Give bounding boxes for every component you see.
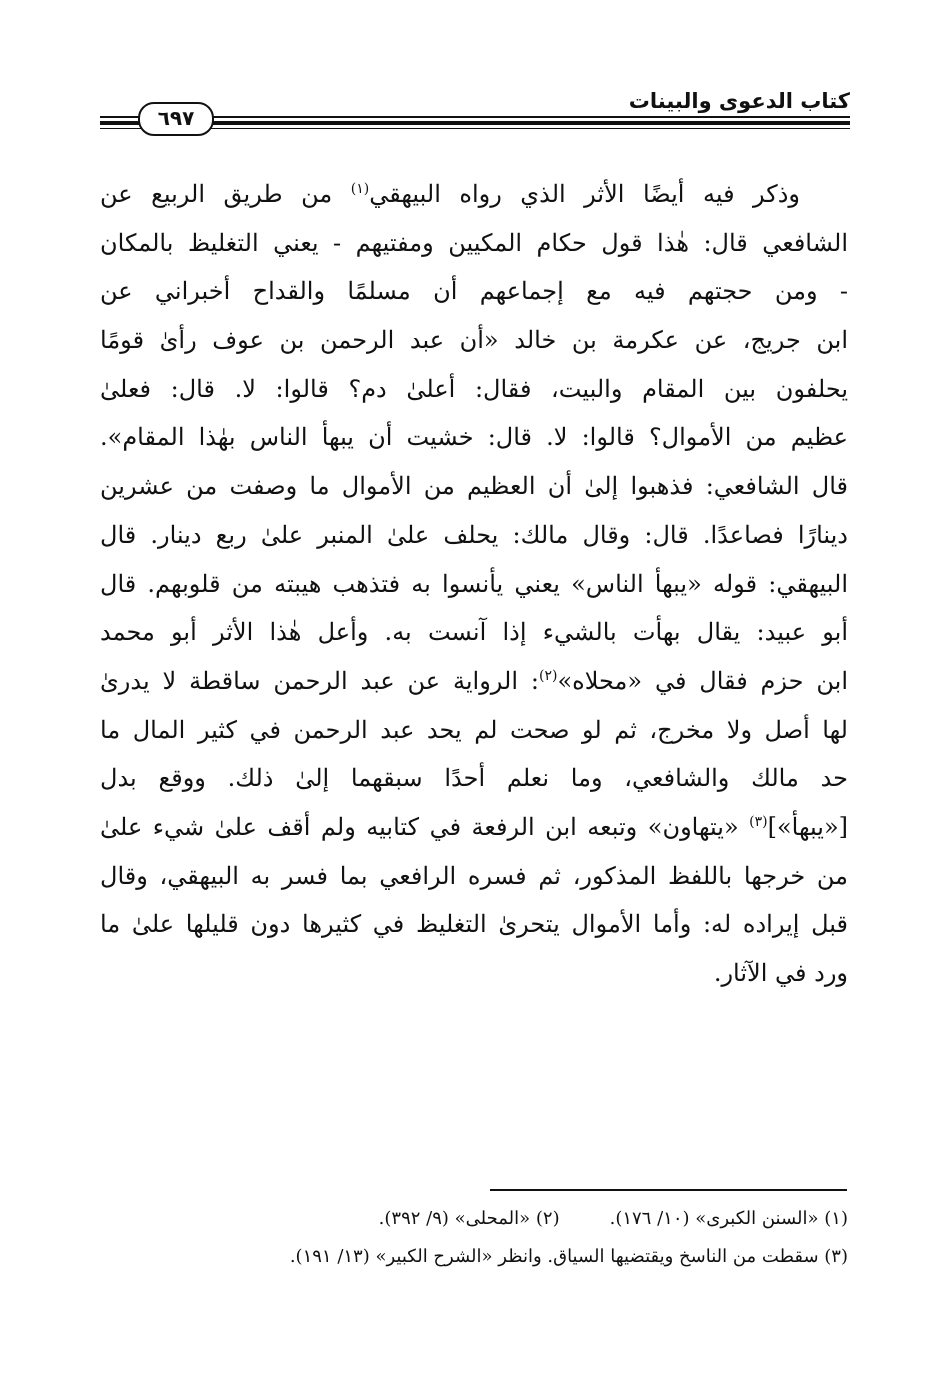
text-line-1 xyxy=(100,170,848,219)
text-line-14-end: «يتهاون» وتبعه ابن الرفعة في كتابيه ولم أقف علىٰ شيء علىٰ xyxy=(100,812,750,841)
header-rule-hairline xyxy=(100,128,850,129)
text-line-1-end: من طريق الربيع عن xyxy=(100,180,351,208)
text-line-9: البيهقي: قوله «يبهأ الناس» يعني يأنسوا به فتذهب هيبته من قلوبهم. قال xyxy=(100,569,848,598)
text-line-4: ابن جريج، عن عكرمة بن خالد «أن عبد الرحمن بن عوف رأىٰ قومًا xyxy=(100,326,848,355)
footnote-marker-3[interactable]: (٣) xyxy=(749,813,768,830)
book-title: كتاب الدعوى والبينات xyxy=(619,88,850,114)
footnote-separator xyxy=(490,1189,847,1191)
text-line-5: يحلفون بين المقام والبيت، فقال: أعلىٰ دم؟ قالوا: لا. قال: فعلىٰ xyxy=(100,374,848,403)
footnote-marker-1[interactable]: (١) xyxy=(350,181,370,197)
main-text xyxy=(100,170,848,998)
text-line-11 xyxy=(100,657,848,706)
text-line-1-start: وذكر فيه أيضًا الأثر الذي رواه البيهقي xyxy=(369,180,800,208)
footnote-1: (١) «السنن الكبرى» (١٠/ ١٧٦). xyxy=(609,1208,848,1229)
text-line-11-start: ابن حزم فقال في «محلاه» xyxy=(557,666,848,695)
text-line-8: دينارًا فصاعدًا. قال: وقال مالك: يحلف علىٰ المنبر علىٰ ربع دينار. قال xyxy=(100,520,848,549)
text-line-13: حد مالك والشافعي، وما نعلم أحدًا سبقهما إلىٰ ذلك. ووقع بدل xyxy=(100,764,848,793)
footnote-row-1 xyxy=(100,1200,848,1238)
text-line-6: عظيم من الأموال؟ قالوا: لا. قال: خشيت أن يبهأ الناس بهٰذا المقام». xyxy=(100,423,848,452)
text-line-17: ورد في الآثار. xyxy=(713,959,848,987)
page-number: ٦٩٧ xyxy=(138,102,214,136)
text-line-14-start: [«يبهأ»] xyxy=(767,812,848,841)
text-line-2: الشافعي قال: هٰذا قول حكام المكيين ومفتيهم - يعني التغليظ بالمكان xyxy=(100,228,848,257)
footnote-row-2 xyxy=(100,1238,848,1276)
text-line-12: لها أصل ولا مخرج، ثم لو صحت لم يحد عبد الرحمن في كثير المال ما xyxy=(100,715,848,744)
text-line-10: أبو عبيد: يقال بهأت بالشيء إذا آنست به. وأعل هٰذا الأثر أبو محمد xyxy=(100,618,848,647)
text-line-16: قبل إيراده له: وأما الأموال يتحرىٰ التغليظ في كثيرها دون قليلها علىٰ ما xyxy=(100,910,848,939)
text-line-15: من خرجها باللفظ المذكور، ثم فسره الرافعي بما فسر به البيهقي، وقال xyxy=(100,861,848,890)
page-header xyxy=(100,88,850,138)
footnote-marker-2[interactable]: (٢) xyxy=(539,667,558,684)
text-line-11-end: : الرواية عن عبد الرحمن ساقطة لا يدرىٰ xyxy=(100,666,539,695)
footnotes xyxy=(100,1200,848,1276)
text-line-7: قال الشافعي: فذهبوا إلىٰ أن العظيم من الأموال ما وصفت من عشرين xyxy=(100,472,848,501)
footnote-3: (٣) سقطت من الناسخ ويقتضيها السياق. وانظر «الشرح الكبير» (١٣/ ١٩١). xyxy=(289,1246,848,1267)
footnote-2: (٢) «المحلى» (٩/ ٣٩٢). xyxy=(378,1208,560,1229)
text-line-14 xyxy=(100,803,848,852)
text-line-3: - ومن حجتهم فيه مع إجماعهم أن مسلمًا والقداح أخبراني عن xyxy=(100,277,848,306)
